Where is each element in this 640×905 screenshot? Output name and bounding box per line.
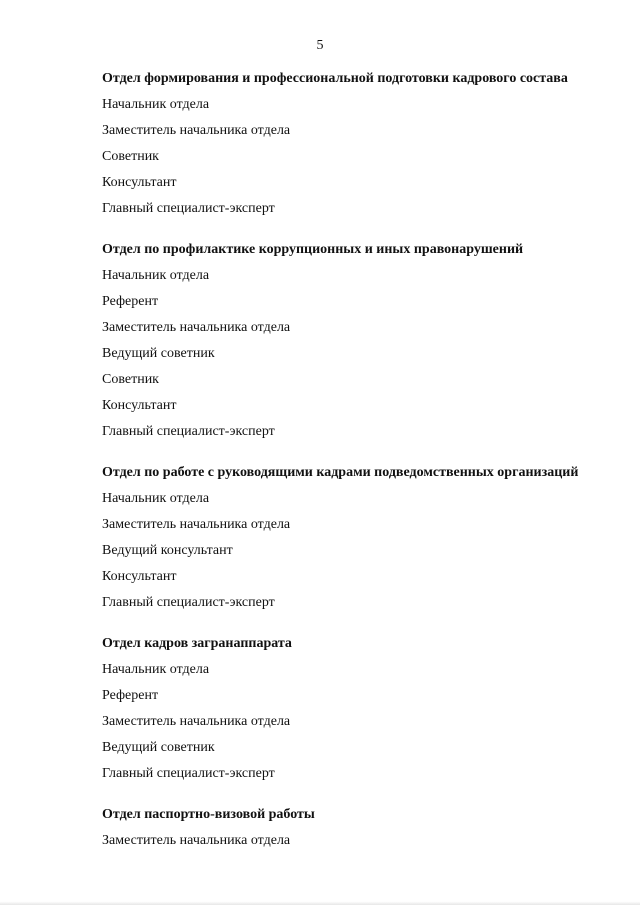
page-number: 5 <box>316 38 324 53</box>
section-foreign-staff <box>102 635 622 783</box>
position-item: Начальник отдела <box>102 97 210 112</box>
position-item: Ведущий консультант <box>102 543 233 558</box>
position-item: Начальник отдела <box>102 491 210 506</box>
position-item: Консультант <box>102 175 177 190</box>
position-item: Заместитель начальника отдела <box>102 833 291 848</box>
section-anticorruption <box>102 241 622 441</box>
section-executives <box>102 464 622 612</box>
position-item: Начальник отдела <box>102 662 210 677</box>
position-item: Консультант <box>102 569 177 584</box>
position-item: Заместитель начальника отдела <box>102 320 291 335</box>
position-item: Референт <box>102 294 159 309</box>
position-item: Консультант <box>102 398 177 413</box>
position-item: Главный специалист-эксперт <box>102 595 275 610</box>
position-item: Главный специалист-эксперт <box>102 201 275 216</box>
position-item: Начальник отдела <box>102 268 210 283</box>
section-title: Отдел кадров загранаппарата <box>102 636 292 651</box>
position-item: Референт <box>102 688 159 703</box>
position-item: Советник <box>102 372 159 387</box>
position-item: Советник <box>102 149 159 164</box>
section-title: Отдел по работе с руководящими кадрами подведомственных организаций <box>102 465 579 480</box>
section-title: Отдел формирования и профессиональной подготовки кадрового состава <box>102 71 568 86</box>
position-item: Заместитель начальника отдела <box>102 123 291 138</box>
page-bottom-edge <box>0 899 640 905</box>
position-item: Ведущий советник <box>102 740 215 755</box>
position-item: Главный специалист-эксперт <box>102 766 275 781</box>
position-item: Заместитель начальника отдела <box>102 517 291 532</box>
section-formation <box>102 70 622 218</box>
position-item: Заместитель начальника отдела <box>102 714 291 729</box>
position-item: Ведущий советник <box>102 346 215 361</box>
position-item: Главный специалист-эксперт <box>102 424 275 439</box>
section-title: Отдел паспортно-визовой работы <box>102 807 315 822</box>
section-passport-visa <box>102 806 622 850</box>
document-body <box>102 70 622 873</box>
section-title: Отдел по профилактике коррупционных и иных правонарушений <box>102 242 524 257</box>
